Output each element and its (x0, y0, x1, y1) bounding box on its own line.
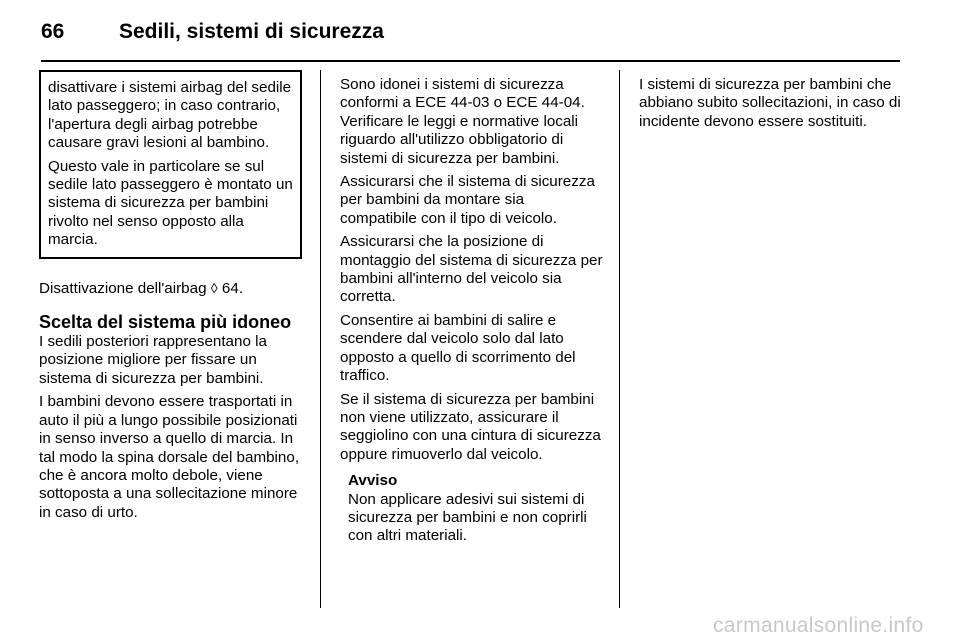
page-reference-icon: ◊ (210, 279, 218, 296)
page-header (41, 14, 901, 50)
header-rule (41, 60, 900, 62)
column-2 (340, 76, 603, 546)
column-separator-1 (320, 70, 321, 608)
page-number: 66 (41, 20, 65, 43)
col2-paragraph-2: Assicurarsi che il sistema di sicurezza per bambini da montare sia compatibile con il tipo di veicolo. (340, 173, 595, 227)
note-block (340, 472, 603, 546)
page-title: Sedili, sistemi di sicurezza (119, 20, 384, 43)
note-title: Avviso (348, 472, 398, 490)
note-text: Non applicare adesivi sui sistemi di sicurezza per bambini e non coprirli con altri materiali. (348, 490, 587, 545)
col2-paragraph-1: Sono idonei i sistemi di sicurezza conformi a ECE 44-03 o ECE 44-04. Verificare le leggi e normative locali riguardo all'utilizzo obbligatorio di sistemi di sicurezza per bambini. (340, 76, 585, 167)
section-heading: Scelta del sistema più idoneo (39, 312, 292, 333)
cross-reference-text: Disattivazione dell'airbag (39, 279, 207, 297)
warning-paragraph-2: Questo vale in particolare se sul sedile lato passeggero è montato un sistema di sicurezza per bambini rivolto nel senso opposto alla marcia. (48, 157, 293, 249)
column-3 (639, 76, 902, 136)
column-separator-2 (619, 70, 620, 608)
col2-paragraph-4: Consentire ai bambini di salire e scendere dal veicolo solo dal lato opposto a quello di scorrimento del traffico. (340, 311, 576, 385)
warning-box (39, 70, 302, 259)
watermark: carmanualsonline.info (713, 614, 924, 637)
cross-reference (39, 279, 302, 298)
cross-reference-page: 64. (221, 279, 244, 297)
col1-paragraph-1: I sedili posteriori rappresentano la posizione migliore per fissare un sistema di sicurezza per bambini. (39, 333, 267, 387)
col3-paragraph-1: I sistemi di sicurezza per bambini che abbiano subito sollecitazioni, in caso di incidente devono essere sostituiti. (639, 76, 901, 130)
column-1 (39, 70, 302, 527)
col2-paragraph-5: Se il sistema di sicurezza per bambini non viene utilizzato, assicurare il seggiolino con una cintura di sicurezza oppure rimuoverlo dal veicolo. (340, 390, 601, 463)
col2-paragraph-3: Assicurarsi che la posizione di montaggio del sistema di sicurezza per bambini all'interno del veicolo sia corretta. (340, 233, 603, 306)
warning-paragraph-1: disattivare i sistemi airbag del sedile lato passeggero; in caso contrario, l'apertura degli airbag potrebbe causare gravi lesioni al bambino. (48, 79, 292, 152)
col1-paragraph-2: I bambini devono essere trasportati in auto il più a lungo possibile posizionati in senso inverso a quello di marcia. In tal modo la spina dorsale del bambino, che è ancora molto debole, viene sottoposta a una sollecitazione minore in caso di urto. (39, 393, 300, 521)
